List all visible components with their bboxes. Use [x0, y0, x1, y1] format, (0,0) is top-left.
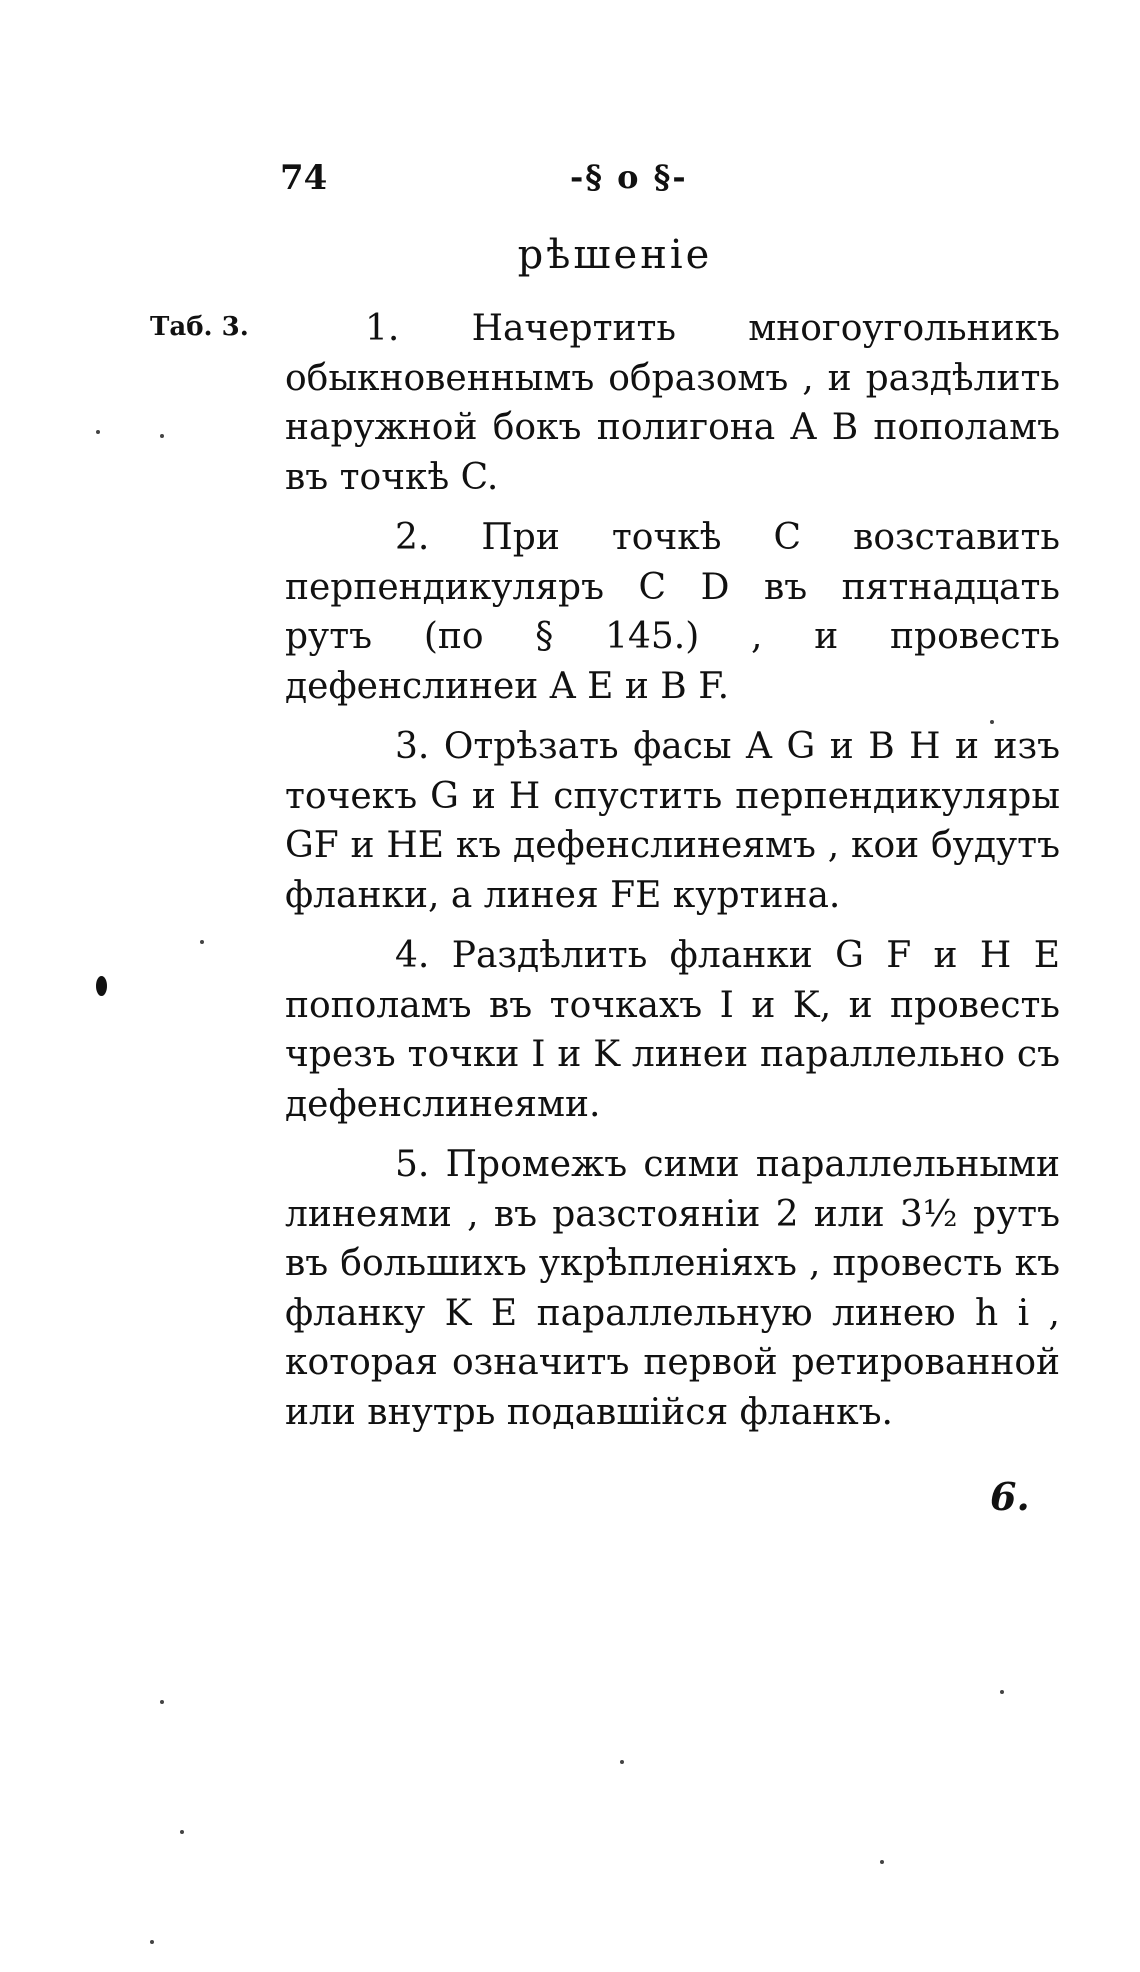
paper-speck	[880, 1860, 884, 1864]
paper-speck	[200, 940, 204, 944]
ink-blot	[96, 976, 107, 996]
section-title: рѣшеніе	[517, 232, 713, 278]
page-header	[280, 158, 800, 208]
body-text	[285, 304, 1060, 1437]
paper-speck	[150, 1940, 154, 1944]
margin-table-reference: Таб. 3.	[150, 312, 249, 342]
paper-speck	[96, 430, 100, 434]
paragraph-step-4: 4. Раздѣлить фланки G F и H E пополамъ въ точкахъ I и K, и провесть чрезъ точки I и K линеи параллельно съ дефенслинеями.	[285, 935, 1060, 1125]
catchword: 6.	[990, 1474, 1030, 1519]
paper-speck	[180, 1830, 184, 1834]
paragraph-step-5: 5. Промежъ сими параллельными линеями , въ разстояніи 2 или 3½ рутъ въ большихъ укрѣпленіяхъ , провесть къ фланку K E параллельную линею h i , которая означитъ первой ретированной или внутрь подавшійся фланкъ.	[285, 1144, 1060, 1433]
paper-speck	[990, 720, 994, 724]
paper-speck	[620, 1760, 624, 1764]
paragraph-step-3: 3. Отрѣзать фасы A G и B H и изъ точекъ G и H спустить перпендикуляры GF и HE къ дефенслинеямъ , кои будутъ фланки, а линея FE куртина.	[285, 726, 1060, 916]
paragraph-step-1: 1. Начертить многоугольникъ обыкновеннымъ образомъ , и раздѣлить наружной бокъ полигона A B пополамъ въ точкѣ C.	[285, 308, 1060, 498]
paper-speck	[160, 434, 164, 438]
paper-speck	[1000, 1690, 1004, 1694]
paper-speck	[160, 1700, 164, 1704]
header-ornament: -§ o §-	[570, 158, 688, 196]
paragraph-step-2: 2. При точкѣ C возставить перпендикуляръ C D въ пятнадцать рутъ (по § 145.) , и провесть дефенслинеи A E и B F.	[285, 517, 1060, 707]
page-number: 74	[280, 158, 328, 198]
